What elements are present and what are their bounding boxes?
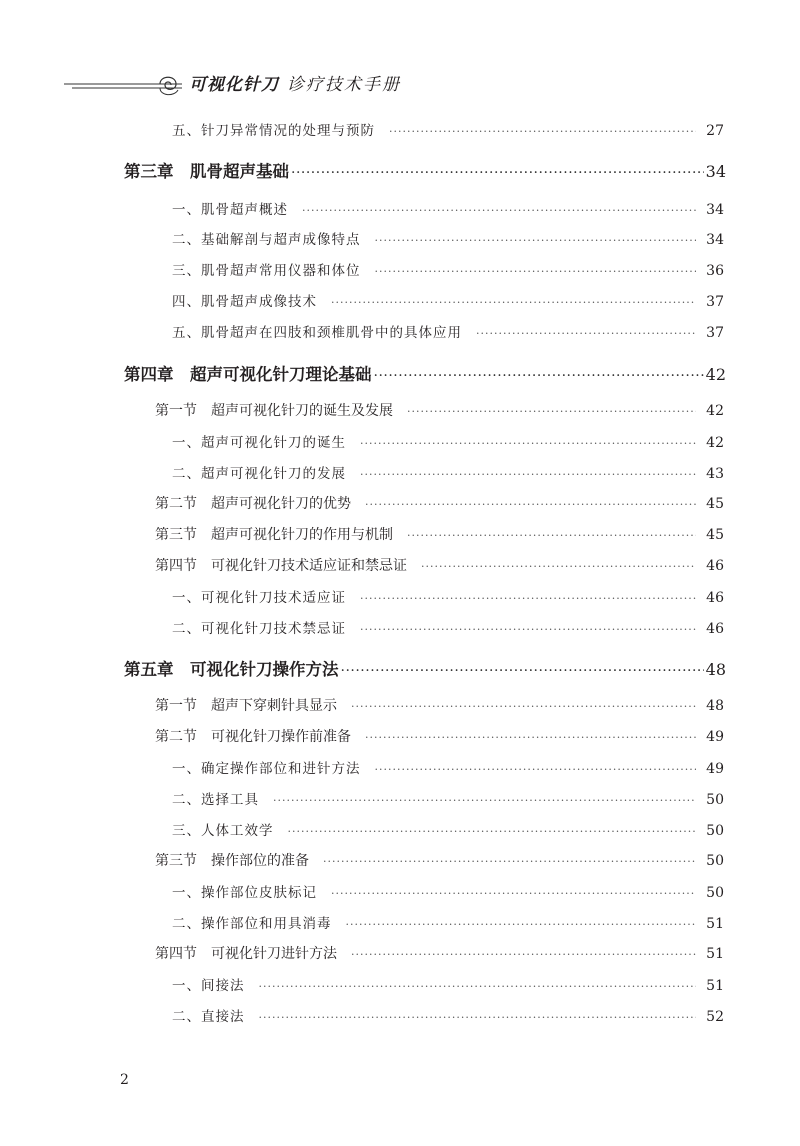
toc-entry-label: 一、肌骨超声概述 bbox=[172, 202, 288, 218]
toc-entry[interactable] bbox=[172, 788, 724, 808]
toc-entry-label: 一、确定操作部位和进针方法 bbox=[172, 761, 361, 777]
toc-section-page: 45 bbox=[706, 527, 724, 543]
toc-entry-page: 43 bbox=[706, 466, 724, 482]
toc-entry[interactable] bbox=[172, 431, 724, 451]
toc-section-label: 第四节 可视化针刀技术适应证和禁忌证 bbox=[155, 558, 407, 574]
toc-section-label: 第一节 超声下穿刺针具显示 bbox=[155, 698, 337, 714]
toc-leader-dots bbox=[375, 234, 697, 247]
toc-entry-label: 三、肌骨超声常用仪器和体位 bbox=[172, 263, 361, 279]
toc-entry-page: 51 bbox=[706, 916, 724, 932]
toc-entry[interactable] bbox=[172, 462, 724, 482]
toc-entry[interactable] bbox=[172, 228, 724, 248]
toc-entry-label: 五、肌骨超声在四肢和颈椎肌骨中的具体应用 bbox=[172, 325, 462, 341]
toc-entry[interactable] bbox=[172, 586, 724, 606]
toc-leader-dots bbox=[351, 700, 696, 713]
toc-entry[interactable] bbox=[172, 290, 724, 310]
toc-entry-label: 五、针刀异常情况的处理与预防 bbox=[172, 123, 375, 139]
toc-chapter[interactable] bbox=[124, 158, 726, 182]
toc-section[interactable] bbox=[155, 400, 724, 420]
toc-leader-dots bbox=[351, 948, 696, 961]
toc-entry-page: 37 bbox=[706, 325, 724, 341]
toc-entry-label: 二、选择工具 bbox=[172, 792, 259, 808]
toc-leader-dots bbox=[476, 327, 696, 340]
toc-leader-dots bbox=[273, 794, 696, 807]
toc-leader-dots bbox=[374, 368, 704, 384]
toc-leader-dots bbox=[407, 405, 696, 418]
toc-leader-dots bbox=[360, 623, 696, 636]
toc-entry-page: 50 bbox=[706, 885, 724, 901]
toc-entry-label: 一、超声可视化针刀的诞生 bbox=[172, 435, 346, 451]
toc-entry-page: 34 bbox=[706, 202, 724, 218]
toc-section-label: 第三节 操作部位的准备 bbox=[155, 853, 309, 869]
toc-entry-label: 一、间接法 bbox=[172, 978, 245, 994]
toc-entry-label: 二、操作部位和用具消毒 bbox=[172, 916, 332, 932]
toc-leader-dots bbox=[331, 887, 696, 900]
toc-leader-dots bbox=[323, 855, 696, 868]
toc-entry-page: 27 bbox=[706, 123, 724, 139]
toc-chapter[interactable] bbox=[124, 656, 726, 680]
toc-entry-label: 三、人体工效学 bbox=[172, 823, 274, 839]
toc-entry[interactable] bbox=[172, 881, 724, 901]
toc-leader-dots bbox=[389, 125, 696, 138]
toc-leader-dots bbox=[421, 560, 696, 573]
toc-entry-page: 37 bbox=[706, 294, 724, 310]
toc-section-label: 第四节 可视化针刀进针方法 bbox=[155, 946, 337, 962]
toc-leader-dots bbox=[360, 437, 696, 450]
toc-section-label: 第二节 超声可视化针刀的优势 bbox=[155, 496, 351, 512]
toc-entry-page: 36 bbox=[706, 263, 724, 279]
toc-entry-label: 一、操作部位皮肤标记 bbox=[172, 885, 317, 901]
toc-section-page: 45 bbox=[706, 496, 724, 512]
book-title-sub: 诊疗技术手册 bbox=[287, 75, 401, 95]
toc-section-page: 50 bbox=[706, 853, 724, 869]
toc-entry[interactable] bbox=[172, 912, 724, 932]
toc-section-page: 51 bbox=[706, 946, 724, 962]
toc-entry[interactable] bbox=[172, 1005, 724, 1025]
toc-section-page: 49 bbox=[706, 729, 724, 745]
toc-chapter[interactable] bbox=[124, 361, 726, 385]
toc-leader-dots bbox=[365, 731, 696, 744]
page-number: 2 bbox=[120, 1072, 129, 1088]
toc-entry-label: 二、基础解剖与超声成像特点 bbox=[172, 232, 361, 248]
toc-section[interactable] bbox=[155, 695, 724, 715]
toc-entry-label: 四、肌骨超声成像技术 bbox=[172, 294, 317, 310]
toc-leader-dots bbox=[346, 918, 697, 931]
toc-chapter-page: 42 bbox=[705, 365, 726, 384]
toc-entry-page: 50 bbox=[706, 823, 724, 839]
toc-entry[interactable] bbox=[172, 119, 724, 139]
toc-entry-page: 46 bbox=[706, 590, 724, 606]
toc-leader-dots bbox=[288, 825, 697, 838]
toc-leader-dots bbox=[365, 498, 696, 511]
toc-leader-dots bbox=[360, 592, 696, 605]
toc-entry-label: 一、可视化针刀技术适应证 bbox=[172, 590, 346, 606]
toc-chapter-label: 第三章 肌骨超声基础 bbox=[124, 162, 289, 181]
toc-leader-dots bbox=[375, 265, 697, 278]
toc-leader-dots bbox=[302, 204, 696, 217]
toc-entry-page: 46 bbox=[706, 621, 724, 637]
toc-chapter-page: 48 bbox=[705, 660, 726, 679]
toc-section[interactable] bbox=[155, 850, 724, 870]
toc-entry-page: 51 bbox=[706, 978, 724, 994]
toc-entry-page: 42 bbox=[706, 435, 724, 451]
toc-entry[interactable] bbox=[172, 819, 724, 839]
toc-entry[interactable] bbox=[172, 259, 724, 279]
toc-section-page: 48 bbox=[706, 698, 724, 714]
toc-section-label: 第一节 超声可视化针刀的诞生及发展 bbox=[155, 403, 393, 419]
toc-section[interactable] bbox=[155, 493, 724, 513]
toc-entry-label: 二、超声可视化针刀的发展 bbox=[172, 466, 346, 482]
toc-leader-dots bbox=[259, 1011, 697, 1024]
toc-section-label: 第三节 超声可视化针刀的作用与机制 bbox=[155, 527, 393, 543]
toc-section[interactable] bbox=[155, 555, 724, 575]
toc-entry-label: 二、可视化针刀技术禁忌证 bbox=[172, 621, 346, 637]
toc-section-page: 42 bbox=[706, 403, 724, 419]
book-title-main: 可视化针刀 bbox=[189, 75, 279, 95]
toc-entry[interactable] bbox=[172, 617, 724, 637]
toc-leader-dots bbox=[407, 529, 696, 542]
toc-entry[interactable] bbox=[172, 198, 724, 218]
toc-section-label: 第二节 可视化针刀操作前准备 bbox=[155, 729, 351, 745]
toc-leader-dots bbox=[375, 763, 697, 776]
toc-entry-page: 49 bbox=[706, 761, 724, 777]
toc-leader-dots bbox=[360, 468, 696, 481]
toc-leader-dots bbox=[331, 296, 696, 309]
toc-entry[interactable] bbox=[172, 757, 724, 777]
toc-section-page: 46 bbox=[706, 558, 724, 574]
toc-entry-page: 52 bbox=[706, 1009, 724, 1025]
toc-leader-dots bbox=[259, 980, 697, 993]
toc-leader-dots bbox=[341, 663, 704, 679]
toc-entry[interactable] bbox=[172, 974, 724, 994]
toc-entry[interactable] bbox=[172, 321, 724, 341]
toc-leader-dots bbox=[291, 165, 704, 181]
toc-section[interactable] bbox=[155, 943, 724, 963]
toc-section[interactable] bbox=[155, 524, 724, 544]
toc-chapter-label: 第五章 可视化针刀操作方法 bbox=[124, 660, 339, 679]
toc-entry-page: 50 bbox=[706, 792, 724, 808]
toc-entry-page: 34 bbox=[706, 232, 724, 248]
toc-chapter-page: 34 bbox=[705, 162, 726, 181]
toc-section[interactable] bbox=[155, 726, 724, 746]
toc-entry-label: 二、直接法 bbox=[172, 1009, 245, 1025]
toc-chapter-label: 第四章 超声可视化针刀理论基础 bbox=[124, 365, 372, 384]
